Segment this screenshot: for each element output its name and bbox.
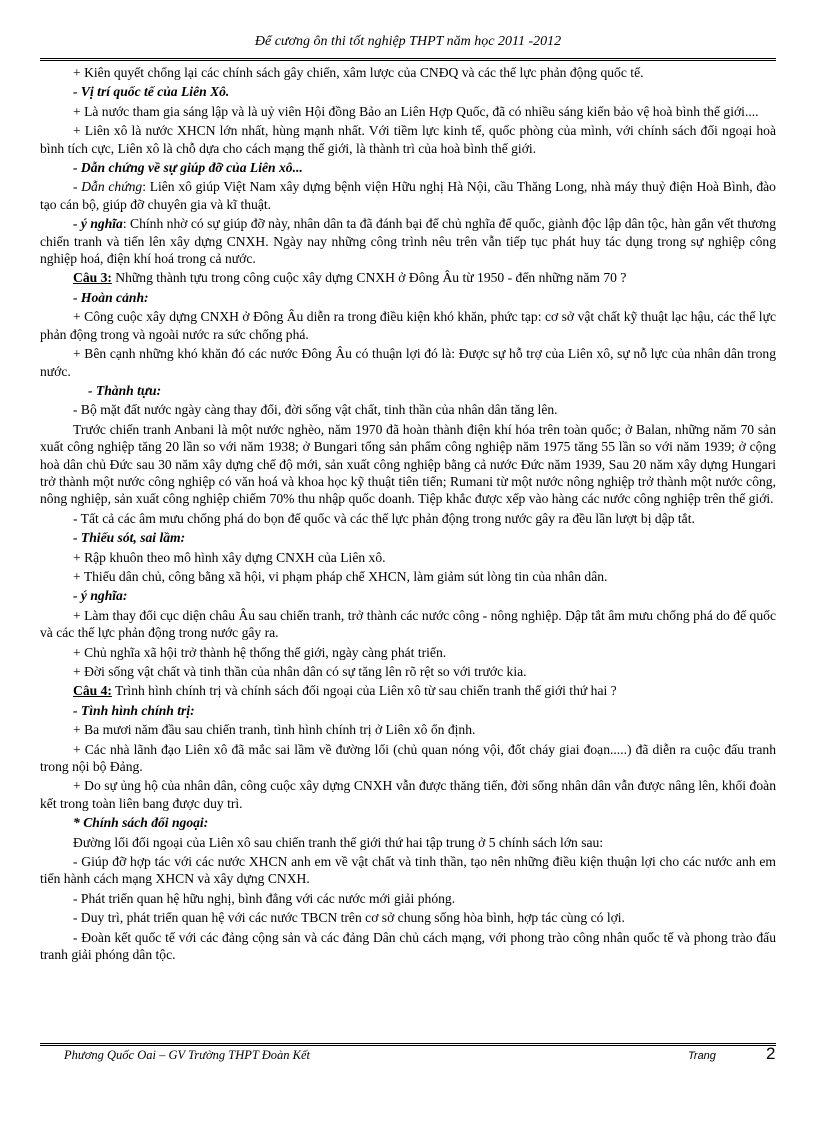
paragraph bbox=[40, 178, 776, 213]
paragraph: + Công cuộc xây dựng CNXH ở Đông Âu diễn ra trong điều kiện khó khăn, phức tạp: cơ sở vật chất kỹ thuật lạc hậu, các thế lực phản động trong và ngoài nước ra sức chống phá. bbox=[40, 309, 776, 342]
question bbox=[40, 682, 776, 699]
paragraph: Trước chiến tranh Anbani là một nước nghèo, năm 1970 đã hoàn thành điện khí hóa trên toàn quốc; ở Balan, những năm 70 sản xuất công nghiệp tăng 20 lần so với năm 1938; ở Bungari tổng sản phẩm công nghiệp năm 1975 tăng 55 lần so với năm 1939; ở cộng hoà dân chủ Đức sau 30 năm xây dựng chế độ mới, sản xuất công nghiệp bằng cả nước Đức năm 1939, Sau 20 năm xây dựng Hungari trở thành một nước công nghiệp có văn hoá và khoa học kỹ thuật tiên tiến; Rumani từ một nước nông nghiệp trở thành một nước công, nông nghiệp, sản xuất công nghiệp chiếm 70% thu nhập quốc doanh. Tiệp khắc được xếp vào hàng các nước công nghiệp trên thế giới. bbox=[40, 421, 776, 507]
section-heading: - Vị trí quốc tế của Liên Xô. bbox=[73, 84, 230, 100]
paragraph: + Bên cạnh những khó khăn đó các nước Đông Âu có thuận lợi đó là: Được sự hỗ trợ của Liên xô, sự nỗ lực của nhân dân trong nước. bbox=[40, 346, 776, 379]
section-heading: - Hoàn cảnh: bbox=[73, 289, 149, 305]
inline-label: - ý nghĩa bbox=[73, 216, 123, 232]
paragraph: + Liên xô là nước XHCN lớn nhất, hùng mạnh nhất. Với tiềm lực kinh tế, quốc phòng của mình, với chính sách đối ngoại hoà bình tích cực, Liên xô là chỗ dựa cho cách mạng thế giới, là thành trì của hoà bình thế giới. bbox=[40, 123, 776, 156]
footer-page-label: Trang bbox=[688, 1050, 716, 1062]
header-divider bbox=[40, 58, 776, 61]
paragraph: + Là nước tham gia sáng lập và là uỷ viên Hội đồng Bảo an Liên Hợp Quốc, đã có nhiều sáng kiến bảo vệ hoà bình thế giới.... bbox=[73, 103, 759, 119]
paragraph: + Do sự ủng hộ của nhân dân, công cuộc xây dựng CNXH vẫn được thăng tiến, đời sống nhân dân vẫn được nâng lên, khối đoàn kết trong toàn liên bang được duy trì. bbox=[40, 778, 776, 811]
section-heading: - ý nghĩa: bbox=[73, 588, 128, 604]
page-header-title: Để cương ôn thi tốt nghiệp THPT năm học 2011 -2012 bbox=[254, 34, 562, 49]
paragraph: Đường lối đối ngoại của Liên xô sau chiến tranh thế giới thứ hai tập trung ở 5 chính sách lớn sau: bbox=[73, 834, 604, 850]
paragraph bbox=[40, 215, 776, 267]
inline-label: - Dẫn chứng bbox=[73, 179, 143, 195]
question-label: Câu 3: bbox=[73, 270, 112, 286]
question-text: Những thành tựu trong công cuộc xây dựng CNXH ở Đông Âu từ 1950 - đến những năm 70 ? bbox=[111, 270, 627, 286]
paragraph: - Giúp đỡ hợp tác với các nước XHCN anh em về vật chất và tinh thần, tạo nên những điều kiện thuận lợi cho các nước anh em tiến hành cách mạng XHCN và xây dựng CNXH. bbox=[40, 854, 776, 887]
paragraph: + Làm thay đổi cục diện châu Âu sau chiến tranh, trở thành các nước công - nông nghiệp. Dập tắt âm mưu chống phá do đế quốc và các thế lực phản động trong nước gây ra. bbox=[40, 607, 776, 641]
paragraph: - Tất cả các âm mưu chống phá do bọn đế quốc và các thế lực phản động trong nước gây ra đều lần lượt bị dập tắt. bbox=[73, 510, 695, 526]
footer-divider bbox=[40, 1043, 776, 1046]
paragraph: - Duy trì, phát triển quan hệ với các nước TBCN trên cơ sở chung sống hòa bình, hợp tác cùng có lợi. bbox=[73, 910, 625, 926]
question-label: Câu 4: bbox=[73, 683, 112, 699]
paragraph: + Chủ nghĩa xã hội trở thành hệ thống thế giới, ngày càng phát triển. bbox=[73, 644, 447, 660]
section-heading: - Thiếu sót, sai lầm: bbox=[73, 530, 186, 546]
section-heading: * Chính sách đối ngoại: bbox=[73, 815, 209, 831]
document-body bbox=[40, 64, 776, 966]
paragraph: - Bộ mặt đất nước ngày càng thay đổi, đời sống vật chất, tinh thần của nhân dân tăng lên. bbox=[73, 402, 558, 418]
footer-author: Phương Quốc Oai – GV Trường THPT Đoàn Kết bbox=[64, 1048, 310, 1062]
paragraph: - Đoàn kết quốc tế với các đảng cộng sản và các đảng Dân chủ cách mạng, với phong trào công nhân quốc tế và phong trào đấu tranh giải phóng dân tộc. bbox=[40, 929, 776, 963]
section-heading: - Thành tựu: bbox=[88, 382, 162, 398]
question-text: Trình hình chính trị và chính sách đối ngoại của Liên xô từ sau chiến tranh thế giới thứ hai ? bbox=[111, 683, 617, 699]
section-heading: - Dẫn chứng về sự giúp đỡ của Liên xô... bbox=[73, 160, 303, 176]
paragraph: + Kiên quyết chống lại các chính sách gây chiến, xâm lược của CNĐQ và các thế lực phản động quốc tế. bbox=[73, 65, 644, 80]
paragraph: - Phát triển quan hệ hữu nghị, bình đẳng với các nước mới giải phóng. bbox=[73, 890, 456, 906]
paragraph: + Rập khuôn theo mô hình xây dựng CNXH của Liên xô. bbox=[73, 549, 386, 565]
paragraph: + Thiếu dân chủ, công bằng xã hội, vi phạm pháp chế XHCN, làm giảm sút lòng tin của nhân dân. bbox=[73, 568, 608, 584]
question bbox=[40, 269, 776, 286]
paragraph: + Các nhà lãnh đạo Liên xô đã mắc sai lầm về đường lối (chủ quan nóng vội, đốt cháy giai đoạn.....) đã diễn ra cuộc đấu tranh trong nội bộ Đảng. bbox=[40, 741, 776, 775]
paragraph-text: : Chính nhờ có sự giúp đỡ này, nhân dân ta đã đánh bại đế chủ nghĩa đế quốc, giành độc lập dân tộc, hàn gắn vết thương chiến tranh và tiến lên xây dựng CNXH. Ngày nay những công trình nêu trên vẫn tiếp tục phát huy tác dụng trong sự nghiệp công nghiệp hoá, điện khí hoá trong cả nước. bbox=[40, 216, 776, 267]
paragraph-text: : Liên xô giúp Việt Nam xây dựng bệnh viện Hữu nghị Hà Nội, cầu Thăng Long, nhà máy thuỷ điện Hoà Bình, đào tạo cán bộ, giúp đỡ chuyên gia và kĩ thuật. bbox=[40, 179, 776, 212]
footer-page-number: 2 bbox=[766, 1044, 776, 1063]
paragraph: + Ba mươi năm đầu sau chiến tranh, tình hình chính trị ở Liên xô ổn định. bbox=[73, 722, 476, 738]
section-heading: - Tình hình chính trị: bbox=[73, 702, 195, 718]
paragraph: + Đời sống vật chất và tinh thần của nhân dân có sự tăng lên rõ rệt so với trước kia. bbox=[73, 664, 527, 679]
